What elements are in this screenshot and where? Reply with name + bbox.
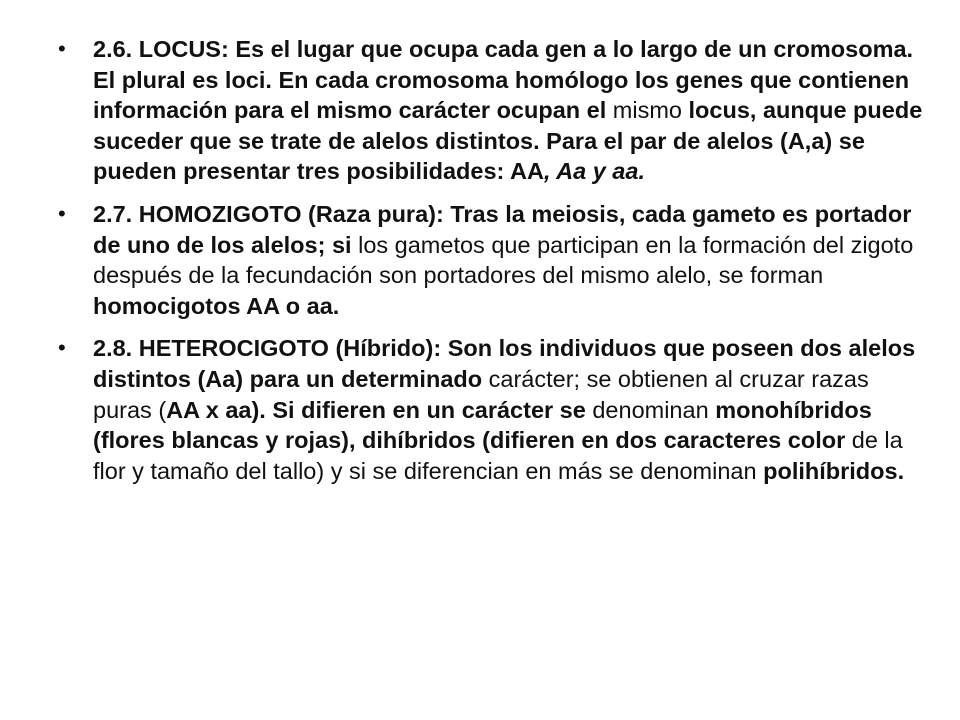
text-segment: locus, aunque puede suceder que se trate de alelos distintos. Para el par de alelos (A,a) se pueden presentar tres posibilidades: AA (93, 97, 929, 185)
text-segment: 2.6. LOCUS: Es el lugar que ocupa cada gen a lo largo de un cromosoma. El plural es loci. En cada cromosoma homólogo los genes que contienen información para el mismo carácter ocupan el (93, 36, 920, 124)
bullet-list (56, 34, 929, 498)
bullet-item-heterocigoto (56, 333, 926, 486)
bullet-dot-icon: • (58, 335, 66, 361)
text-segment: 2.7. HOMOZIGOTO (Raza pura): Tras la meiosis, cada gameto es portador de uno de los alelos; si (93, 200, 918, 258)
text-segment: mismo (612, 97, 689, 124)
text-segment: homocigotos AA o aa. (93, 292, 340, 319)
bullet-dot-icon: • (58, 200, 66, 226)
text-segment: , Aa y aa. (543, 158, 645, 185)
text-segment: monohíbridos (flores blancas y rojas), dihíbridos (difieren en dos caracteres color (93, 396, 879, 454)
text-segment: AA x aa). Si difieren en un carácter se (166, 396, 593, 423)
text-segment: los gametos que participan en la formación del zigoto después de la fecundación son portadores del mismo alelo, se forman (93, 231, 920, 289)
bullet-dot-icon: • (58, 36, 66, 61)
text-segment: de la flor y tamaño del tallo) y si se diferencian en más se denominan (93, 427, 910, 484)
text-segment: carácter; se obtienen al cruzar razas puras ( (93, 365, 876, 423)
text-segment: denominan (592, 396, 716, 423)
bullet-item-homozigoto (56, 199, 926, 321)
text-segment: 2.8. HETEROCIGOTO (Híbrido): Son los individuos que poseen dos alelos distintos (Aa) para un determinado (93, 335, 922, 392)
text-segment: polihíbridos. (763, 457, 905, 484)
bullet-item-locus (56, 34, 929, 187)
